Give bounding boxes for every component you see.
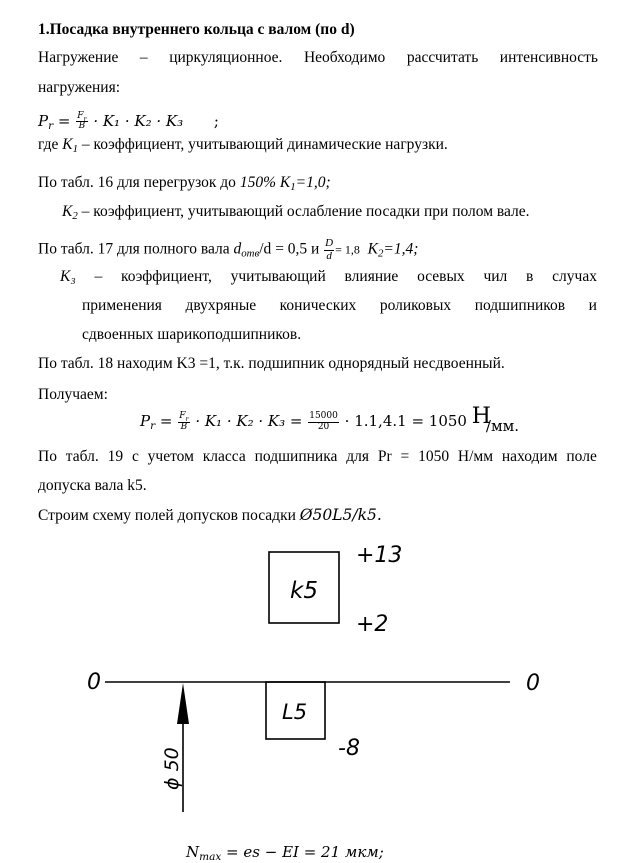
k3-word: чил xyxy=(483,268,508,285)
formula2-frac1-num-sub: r xyxy=(185,416,189,424)
l5-field-box xyxy=(266,682,325,739)
k1-text: – коэффициент, учитывающий динамические нагрузки. xyxy=(78,136,448,153)
table17-prefix: По табл. 17 для полного вала xyxy=(38,240,234,258)
k2-text: – коэффициент, учитывающий ослабление посадки при полом вале. xyxy=(77,203,530,220)
frac-num-sub: r xyxy=(83,116,87,123)
formula-result xyxy=(140,406,519,434)
zero-label-left: 0 xyxy=(87,670,101,695)
nmax-lhs: N xyxy=(186,843,200,861)
k3-word: случах xyxy=(552,268,597,285)
intro-word: циркуляционное. xyxy=(169,49,283,66)
table19-word: поле xyxy=(566,448,597,465)
table16-value-end: =1,0; xyxy=(295,174,331,191)
table17-k2-sub: 2 xyxy=(378,247,384,260)
k3-definition-line-2 xyxy=(82,298,597,314)
table16-line xyxy=(38,175,331,191)
table19-word: Н/мм xyxy=(457,448,494,465)
zero-label-right: 0 xyxy=(526,671,540,696)
frac-den: B xyxy=(78,121,86,132)
formula2-lhs-sub: r xyxy=(150,420,156,432)
table19-word: учетом xyxy=(147,448,194,465)
formula-pr-terminator: ; xyxy=(213,111,219,130)
formula2-fraction-1 xyxy=(178,412,189,432)
diameter-label: ϕ 50 xyxy=(161,747,183,790)
table17-k2: K xyxy=(367,240,378,258)
k3-word: применения xyxy=(82,297,162,314)
k3-word: коэффициент, xyxy=(121,268,212,285)
k5-field-box xyxy=(269,552,339,623)
k5-upper-deviation: +13 xyxy=(356,543,403,568)
table19-word: подшипника xyxy=(254,448,338,465)
k3-definition-line-1 xyxy=(60,269,597,285)
formula2-frac1-den: B xyxy=(180,421,188,432)
formula2-frac2-den: 20 xyxy=(317,421,330,432)
scheme-intro-text: Строим схему полей допусков посадки xyxy=(38,507,300,524)
table17-frac-den: d xyxy=(326,249,332,262)
k1-definition xyxy=(38,137,448,153)
table19-word: табл. xyxy=(65,448,99,465)
table18-line: По табл. 18 находим K3 =1, т.к. подшипник однорядный несдвоенный. xyxy=(38,355,505,372)
k3-word: учитывающий xyxy=(230,268,326,285)
table19-word: находим xyxy=(501,448,558,465)
table17-d-sub: отв xyxy=(241,247,260,260)
formula2-frac1-num: F xyxy=(179,411,186,422)
k3-word: подшипников xyxy=(474,297,566,314)
table17-ratio: /d = 0,5 и xyxy=(259,240,324,258)
table19-word: с xyxy=(131,448,139,465)
table19-word: 19 xyxy=(107,448,124,465)
table16-value-sub: 1 xyxy=(290,181,296,193)
scheme-intro-fit: Ø50L5/k5. xyxy=(299,506,382,524)
table19-word: Pr xyxy=(377,448,392,465)
table17-fraction xyxy=(324,238,334,262)
table19-word: По xyxy=(38,448,57,465)
intro-word: рассчитать xyxy=(406,49,479,66)
k3-word: – xyxy=(94,268,103,285)
k1-symbol: K xyxy=(62,136,73,153)
k2-symbol: K xyxy=(62,203,73,220)
table19-line-2: допуска вала k5. xyxy=(38,477,147,494)
table17-line xyxy=(38,238,418,262)
frac-num: F xyxy=(77,111,84,121)
k3-word: K₃ xyxy=(60,268,76,285)
table17-d: d xyxy=(233,240,242,258)
formula-pr-lhs-sub: r xyxy=(48,119,54,132)
table17-frac-num: D xyxy=(325,237,334,249)
formula2-lhs: P xyxy=(140,412,151,430)
table17-frac-val: = 1,8 xyxy=(335,242,360,257)
k3-word: роликовых xyxy=(379,297,452,314)
k3-word: осевых xyxy=(417,268,465,285)
k2-symbol-sub: 2 xyxy=(72,210,78,222)
formula2-unit-n: Н xyxy=(471,404,491,429)
formula2-frac2-num: 15000 xyxy=(309,411,338,422)
formula-pr xyxy=(38,112,219,132)
formula-pr-fraction xyxy=(76,112,87,132)
intro-line-2: нагружения: xyxy=(38,79,121,96)
intro-word: интенсивность xyxy=(499,49,598,66)
k3-definition-line-3: сдвоенных шарикоподшипников. xyxy=(82,326,302,343)
nmax-formula xyxy=(186,843,384,863)
table16-value: 150% K xyxy=(239,174,291,191)
formula2-unit-mm: /мм. xyxy=(485,417,520,435)
formula-pr-rest: · K₁ · K₂ · K₃ xyxy=(93,111,184,130)
table19-word: 1050 xyxy=(418,448,450,465)
k3-word: двухряные xyxy=(185,297,257,314)
intro-word: – xyxy=(139,49,148,66)
formula-pr-lhs: P xyxy=(38,111,49,130)
formula2-tail: · 1.1,4.1 = 1050 xyxy=(344,412,467,430)
k2-definition xyxy=(62,204,530,220)
result-label: Получаем: xyxy=(38,386,108,403)
table19-word: для xyxy=(346,448,369,465)
k3-word: конических xyxy=(279,297,357,314)
k5-lower-deviation: +2 xyxy=(356,612,389,637)
intro-word: Нагружение xyxy=(38,49,119,66)
nmax-rest: = es − EI = 21 мкм; xyxy=(226,843,384,861)
l5-lower-deviation: -8 xyxy=(338,736,360,761)
scheme-intro xyxy=(38,508,382,524)
formula2-fraction-2 xyxy=(308,412,339,432)
l5-label: L5 xyxy=(282,700,308,724)
nmax-lhs-sub: max xyxy=(199,851,222,863)
table19-word: класса xyxy=(202,448,246,465)
k1-prefix: где xyxy=(38,136,63,153)
k3-word: влияние xyxy=(344,268,399,285)
section-heading: 1.Посадка внутреннего кольца с валом (по d) xyxy=(38,21,355,38)
intro-word: Необходимо xyxy=(303,49,386,66)
table17-k2-val: =1,4; xyxy=(383,240,419,258)
formula2-eq: = xyxy=(159,412,173,430)
k3-word: в xyxy=(526,268,534,285)
formula-pr-eq: = xyxy=(57,111,71,130)
k5-label: k5 xyxy=(290,578,318,604)
k1-symbol-sub: 1 xyxy=(72,143,78,155)
intro-line-1 xyxy=(38,50,598,66)
table19-line-1 xyxy=(38,449,597,465)
table16-text: По табл. 16 для перегрузок до xyxy=(38,174,240,191)
formula2-mid: · K₁ · K₂ · K₃ = xyxy=(195,412,303,430)
diameter-arrow-head xyxy=(177,683,189,724)
k3-word: и xyxy=(588,297,597,314)
table19-word: = xyxy=(400,448,410,465)
